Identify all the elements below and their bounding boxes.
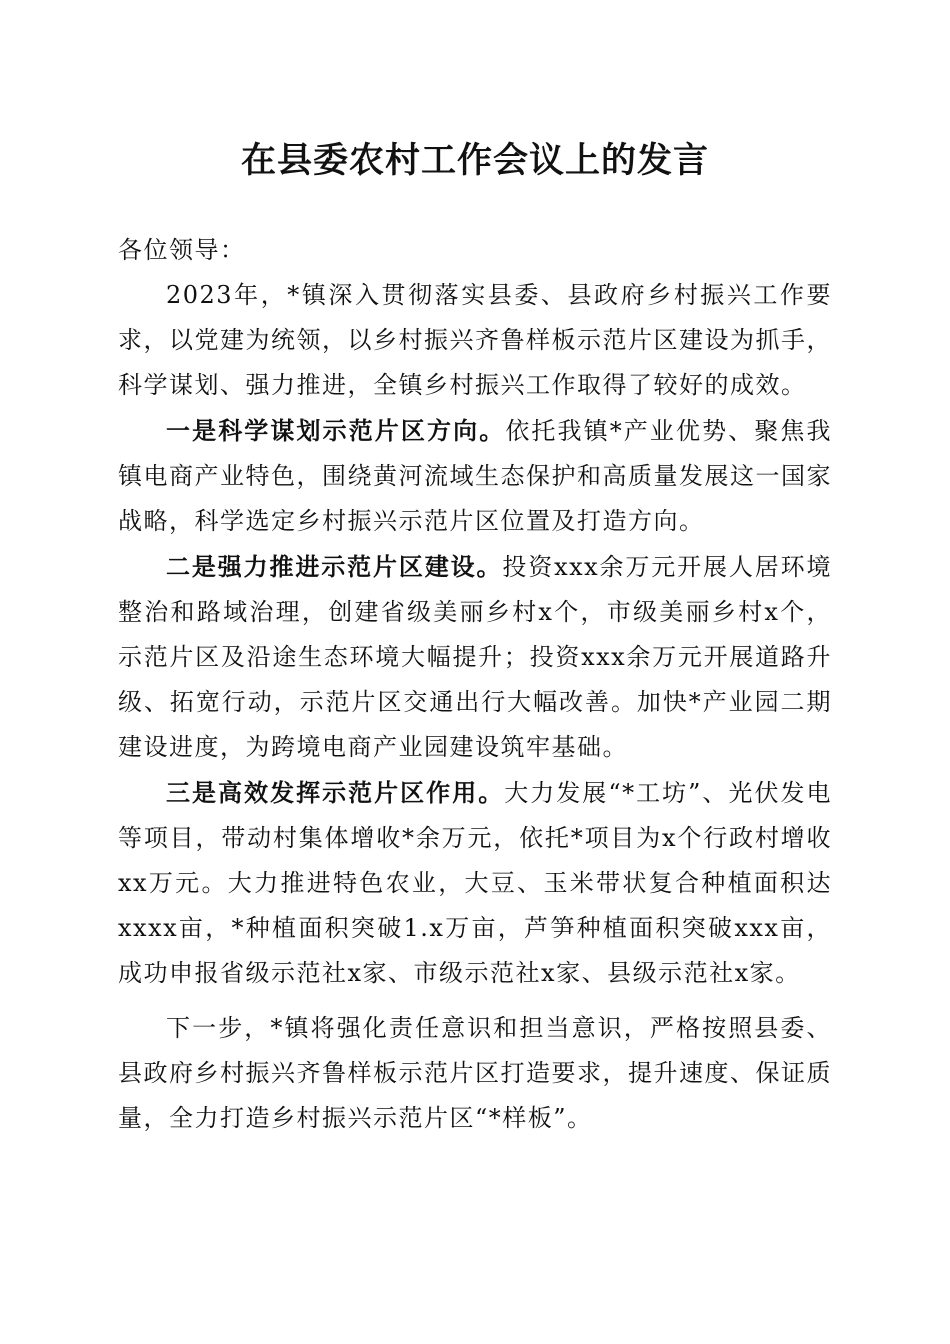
paragraph-point-2 bbox=[118, 544, 832, 770]
paragraph-text: 大力发展“*工坊”、光伏发电等项目，带动村集体增收*余万元，依托*项目为x个行政村增收xx万元。大力推进特色农业，大豆、玉米带状复合种植面积达xxxx亩，*种植面积突破1.x万亩，芦笋种植面积突破xxx亩，成功申报省级示范社x家、市级示范社x家、县级示范社x家。 bbox=[118, 779, 833, 987]
paragraph-text: 2023年，*镇深入贯彻落实县委、县政府乡村振兴工作要求，以党建为统领，以乡村振兴齐鲁样板示范片区建设为抓手，科学谋划、强力推进，全镇乡村振兴工作取得了较好的成效。 bbox=[118, 281, 832, 399]
paragraph-next-step bbox=[118, 1006, 832, 1141]
document-body bbox=[118, 228, 832, 1141]
document-title: 在县委农村工作会议上的发言 bbox=[240, 140, 709, 181]
paragraph-lead: 一是科学谋划示范片区方向。 bbox=[166, 416, 506, 445]
paragraph-lead: 二是强力推进示范片区建设。 bbox=[166, 552, 503, 581]
paragraph-text: 下一步，*镇将强化责任意识和担当意识，严格按照县委、县政府乡村振兴齐鲁样板示范片区打造要求，提升速度、保证质量，全力打造乡村振兴示范片区“*样板”。 bbox=[118, 1014, 832, 1132]
paragraph-point-1 bbox=[118, 408, 832, 544]
salutation: 各位领导： bbox=[118, 236, 246, 264]
paragraph-lead: 三是高效发挥示范片区作用。 bbox=[166, 778, 505, 807]
paragraph-point-3 bbox=[118, 770, 832, 996]
paragraph-text: 投资xxx余万元开展人居环境整治和路域治理，创建省级美丽乡村x个，市级美丽乡村x个，示范片区及沿途生态环境大幅提升；投资xxx余万元开展道路升级、拓宽行动，示范片区交通出行大幅改善。加快*产业园二期建设进度，为跨境电商产业园建设筑牢基础。 bbox=[118, 553, 833, 761]
paragraph-text: 依托我镇*产业优势、聚焦我镇电商产业特色，围绕黄河流域生态保护和高质量发展这一国家战略，科学选定乡村振兴示范片区位置及打造方向。 bbox=[118, 417, 833, 535]
paragraph-intro bbox=[118, 273, 832, 408]
